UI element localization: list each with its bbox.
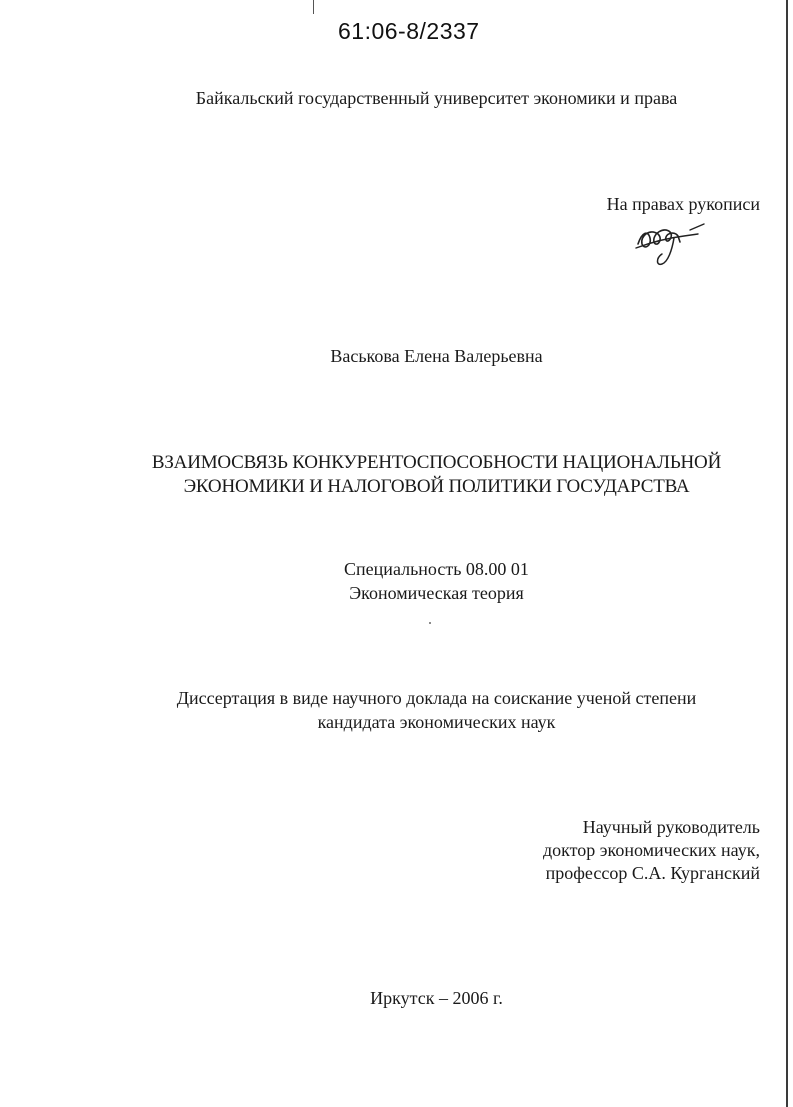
handwritten-signature-icon	[628, 214, 708, 270]
title-line: ЭКОНОМИКИ И НАЛОГОВОЙ ПОЛИТИКИ ГОСУДАРСТВА	[183, 476, 690, 497]
specialty-name: Экономическая теория	[349, 583, 524, 603]
author-name: Васькова Елена Валерьевна	[330, 346, 543, 366]
stamp-code: 61:06-8/2337	[338, 18, 480, 44]
description-line: кандидата экономических наук	[317, 712, 556, 732]
scan-edge	[786, 0, 788, 1107]
advisor-degree: доктор экономических наук,	[543, 840, 760, 860]
specialty-block	[40, 557, 793, 605]
specialty-code: Специальность 08.00 01	[344, 559, 529, 579]
scan-speck	[429, 622, 431, 624]
advisor-name: профессор С.А. Курганский	[545, 863, 760, 883]
description-line: Диссертация в виде научного доклада на соискание ученой степени	[176, 688, 697, 708]
city-year: Иркутск – 2006 г.	[370, 988, 503, 1008]
advisor-role: Научный руководитель	[582, 817, 760, 837]
stamp-mark	[313, 0, 314, 14]
title-line: ВЗАИМОСВЯЗЬ КОНКУРЕНТОСПОСОБНОСТИ НАЦИОНАЛЬНОЙ	[151, 452, 722, 473]
university-name: Байкальский государственный университет экономики и права	[195, 88, 678, 108]
dissertation-title	[40, 451, 793, 499]
dissertation-description	[40, 686, 793, 734]
scientific-advisor	[543, 816, 760, 885]
manuscript-note: На правах рукописи	[606, 194, 760, 214]
